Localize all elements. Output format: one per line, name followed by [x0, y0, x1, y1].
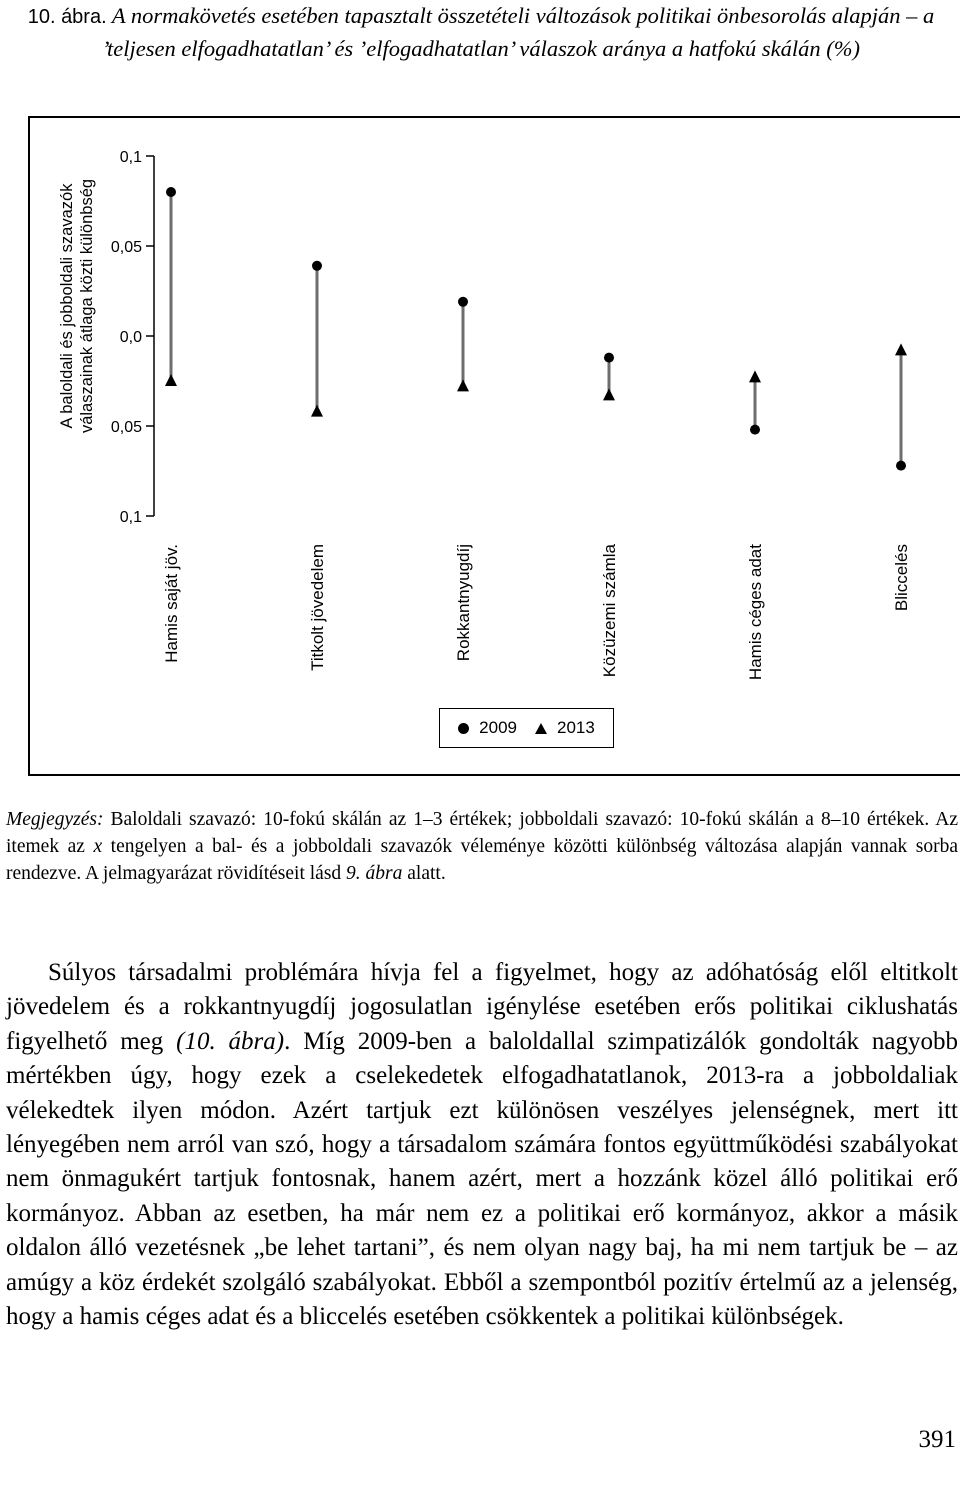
triangle-marker-icon [535, 723, 547, 734]
point-2009 [604, 353, 614, 363]
note-x-variable: x [93, 836, 103, 857]
figure-note [6, 806, 958, 887]
figure-label: 10. ábra. [27, 6, 107, 28]
legend-label-2013: 2013 [557, 718, 595, 737]
legend-entry-2013 [535, 718, 595, 738]
point-2013 [457, 379, 469, 391]
x-category-label: Közüzemi számla [600, 544, 619, 678]
y-tick-label: 0,05 [110, 419, 142, 436]
point-2009 [166, 187, 176, 197]
note-text-3: alatt. [402, 863, 446, 884]
x-category-label: Bliccelés [892, 544, 911, 612]
point-2009 [750, 425, 760, 435]
body-text-2: . Míg 2009-ben a baloldallal szimpatizálók gondolták nagyobb mértékben úgy, hogy ezek a cselekedetek elfogadhatatlanok, 2013-ra a jobboldaliak vélekedtek ilyen módon. Azért tartjuk ezt különösen veszélyes jelenségnek, mert itt lényegében nem arról van szó, hogy a társadalom számára fontos együttműködési szabályokat nem önmagukért tartjuk fontosnak, hanem azért, mert a hozzánk közel álló politikai erő kormányoz. Abban az esetben, ha már nem ez a politikai erő kormányoz, akkor a másik oldalon álló vezetésnek „be lehet tartani”, és nem olyan nagy baj, ha mi nem tartjuk be – az amúgy a köz érdekét szolgáló szabályokat. Ebből a szempontból pozitív értelmű az a jelenség, hogy a hamis céges adat és a bliccelés esetében csökkentek a politikai különbségek. [6, 1027, 959, 1331]
point-2013 [165, 374, 177, 386]
y-tick-label: 0,0 [119, 329, 142, 346]
y-axis-title-line2: válaszainak átlaga közti különbség [78, 178, 96, 434]
x-category-label: Hamis céges adat [746, 544, 765, 681]
figure-caption [6, 0, 956, 64]
legend-label-2009: 2009 [479, 718, 517, 737]
chart-frame [28, 116, 960, 776]
body-paragraph [6, 956, 958, 1334]
note-label: Megjegyzés: [6, 809, 104, 830]
x-category-label: Hamis saját jöv. [162, 544, 181, 663]
point-2009 [458, 297, 468, 307]
point-2009 [312, 261, 322, 271]
y-axis-title-line1: A baloldali és jobboldali szavazók [58, 183, 76, 429]
legend-entry-2009 [458, 718, 517, 738]
dot-range-chart [30, 118, 960, 778]
point-2013 [311, 405, 323, 417]
body-text-1: Súlyos társadalmi problémára hívja fel a figyelmet, hogy az adóhatóság elől eltitkolt jövedelem és a rokkantnyugdíj jogosulatlan igénylése esetében erős politikai ciklushatás figyelhető meg [6, 959, 958, 1055]
note-figure-reference: 9. ábra [346, 863, 403, 884]
y-tick-label: 0,05 [110, 239, 142, 256]
note-text-1: Baloldali szavazó: 10-fokú skálán az 1–3 értékek; jobboldali szavazó: 10-fokú skálán a 8–10 értékek. Az itemek az [6, 809, 958, 857]
page-number: 391 [918, 1426, 956, 1453]
x-category-label: Titkolt jövedelem [308, 544, 327, 671]
y-tick-label: 0,1 [119, 149, 142, 166]
circle-marker-icon [458, 723, 469, 734]
point-2013 [749, 370, 761, 382]
point-2013 [603, 388, 615, 400]
point-2009 [896, 461, 906, 471]
figure-title: A normakövetés esetében tapasztalt összetételi változások politikai önbesorolás alapján – a ’teljesen elfogadhatatlan’ és ’elfogadhatatlan’ válaszok aránya a hatfokú skálán (%) [101, 3, 935, 61]
body-figure-reference: (10. ábra) [176, 1027, 285, 1055]
chart-legend [439, 708, 614, 748]
x-category-label: Rokkantnyugdíj [454, 544, 473, 662]
note-text-2: tengelyen a bal- és a jobboldali szavazók véleménye közötti különbség változása alapján vannak sorba rendezve. A jelmagyarázat rövidítéseit lásd [6, 836, 959, 884]
point-2013 [895, 343, 907, 355]
y-tick-label: 0,1 [119, 509, 142, 526]
